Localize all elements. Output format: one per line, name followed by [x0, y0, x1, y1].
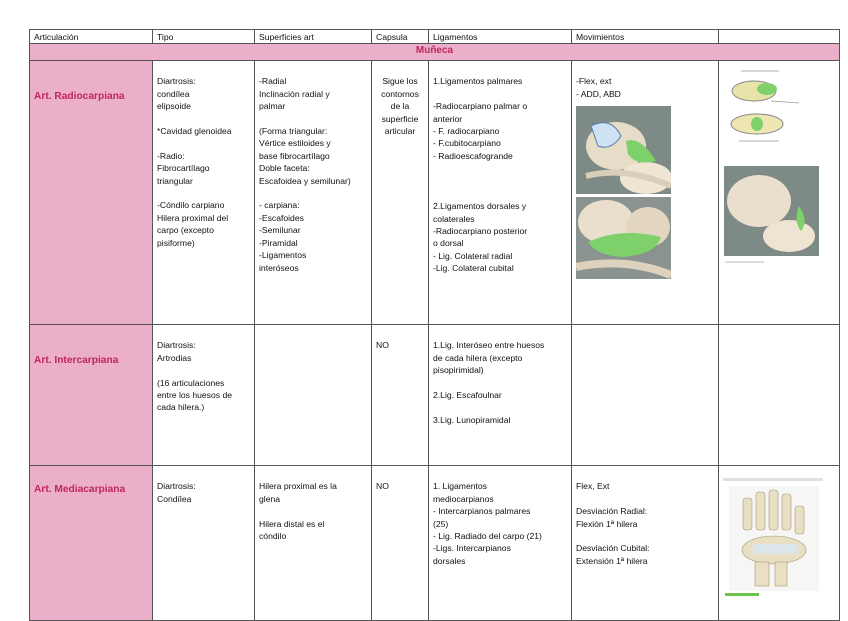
- header-tipo: Tipo: [153, 30, 255, 44]
- capsula-cell: Sigue los contornos de la superficie articular: [372, 61, 429, 325]
- wrist-3d-posterior-image: [576, 197, 671, 279]
- hand-skeleton-image: [719, 466, 831, 600]
- header-row: [30, 30, 840, 44]
- joint-name: Art. Mediacarpiana: [30, 466, 153, 621]
- movimientos-cell: [572, 61, 719, 325]
- images-cell: [719, 61, 840, 325]
- capsula-cell: NO: [372, 466, 429, 621]
- superficies-cell: -Radial Inclinación radial y palmar (Forma triangular: Vértice estiloides y base fibrocartílago Doble faceta: Escafoidea y semilunar) - carpiana: -Escafoides -Semilunar -Piramidal -Ligamentos interóseos: [255, 61, 372, 325]
- tipo-cell: Diartrosis: Artrodias (16 articulaciones entre los huesos de cada hilera.): [153, 325, 255, 466]
- ligamentos-palmares: 1.Ligamentos palmares -Radiocarpiano palmar o anterior - F. radiocarpiano - F.cubitocarpiano - Radioescafogrande: [433, 76, 528, 161]
- images-cell: [719, 325, 840, 466]
- header-superficies: Superficies art: [255, 30, 372, 44]
- section-row: [30, 44, 840, 61]
- header-movimientos: Movimientos: [572, 30, 719, 44]
- superficies-cell: [255, 325, 372, 466]
- wrist-bone-diagram: [731, 71, 799, 141]
- movimientos-cell: [572, 325, 719, 466]
- table-row: [30, 466, 840, 621]
- wrist-3d-anterior-image: [576, 106, 671, 194]
- movimientos-text: -Flex, ext - ADD, ABD: [576, 76, 621, 99]
- joint-name: Art. Radiocarpiana: [30, 61, 153, 325]
- capsula-cell: NO: [372, 325, 429, 466]
- movimientos-cell: Flex, Ext Desviación Radial: Flexión 1ª hilera Desviación Cubital: Extensión 1ª hilera: [572, 466, 719, 621]
- superficies-cell: Hilera proximal es la glena Hilera distal es el cóndilo: [255, 466, 372, 621]
- ligamentos-cell: [429, 61, 572, 325]
- header-articulacion: Articulación: [30, 30, 153, 44]
- ligamentos-cell: 1. Ligamentos mediocarpianos - Intercarpianos palmares (25) - Lig. Radiado del carpo (21) -Ligs. Intercarpianos dorsales: [429, 466, 572, 621]
- table-row: [30, 325, 840, 466]
- tipo-cell: Diartrosis: condílea elipsoide *Cavidad glenoidea -Radio: Fibrocartílago triangular -Cóndilo carpiano Hilera proximal del carpo (excepto pisiforme): [153, 61, 255, 325]
- wrist-joints-table: [29, 29, 840, 621]
- images-cell: [719, 466, 840, 621]
- ligamentos-dorsales: 2.Ligamentos dorsales y colaterales -Radiocarpiano posterior o dorsal - Lig. Colateral radial -Lig. Colateral cubital: [433, 201, 528, 274]
- section-title: Muñeca: [30, 44, 840, 61]
- joint-name: Art. Intercarpiana: [30, 325, 153, 466]
- ligamentos-cell: 1.Lig. Interóseo entre huesos de cada hilera (excepto pisopirimidal) 2.Lig. Escafoulnar 3.Lig. Lunopiramidal: [429, 325, 572, 466]
- header-images: [719, 30, 840, 44]
- header-capsula: Capsula: [372, 30, 429, 44]
- wrist-3d-ligament: [724, 166, 819, 256]
- table-row: [30, 61, 840, 325]
- wrist-images-svg: [719, 61, 831, 293]
- tipo-cell: Diartrosis: Condílea: [153, 466, 255, 621]
- header-ligamentos: Ligamentos: [429, 30, 572, 44]
